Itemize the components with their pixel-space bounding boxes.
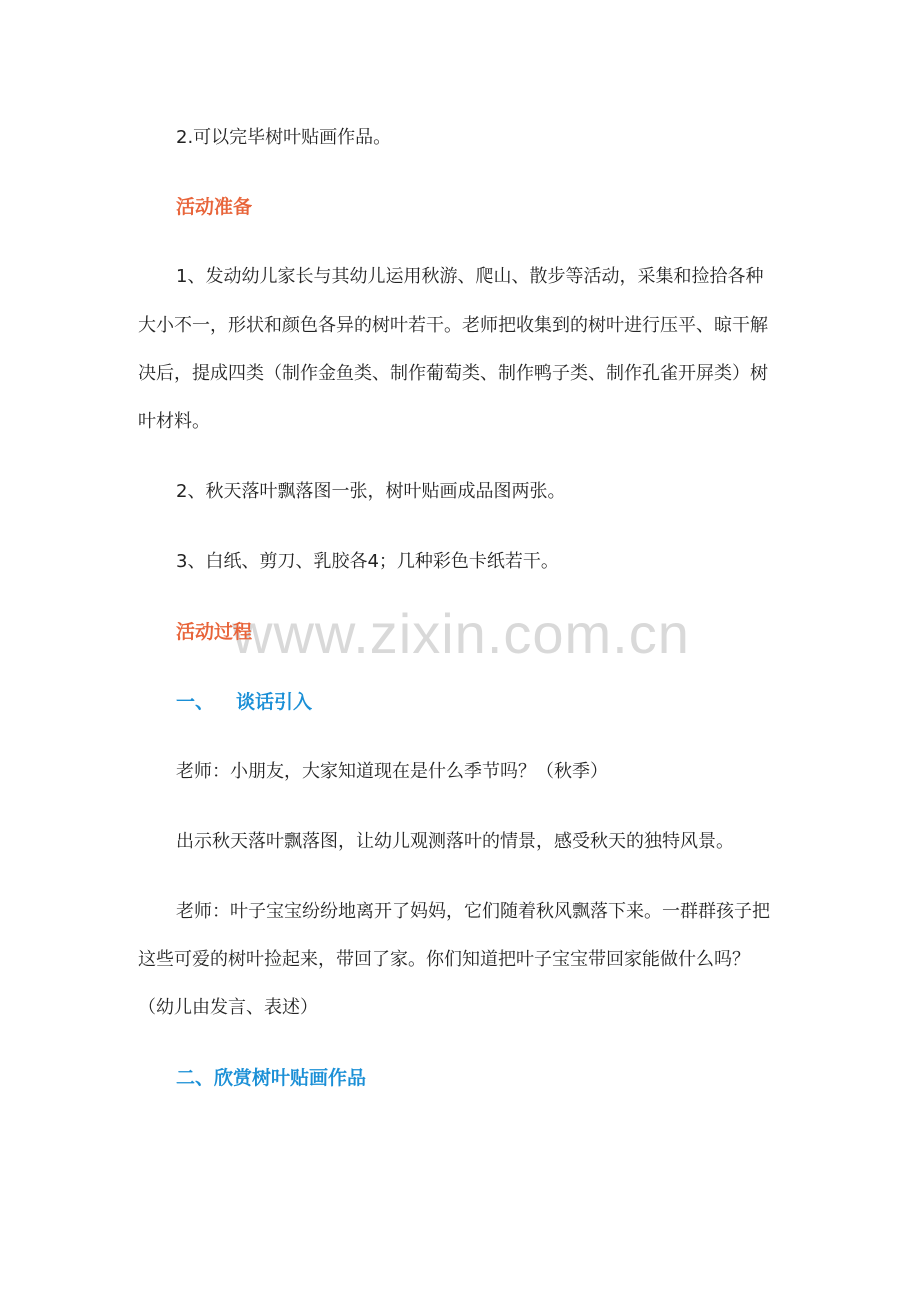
section-1-number: 一、 [176, 691, 215, 713]
section-1-title: 谈话引入 [236, 691, 313, 713]
prep-item-3: 3、白纸、剪刀、乳胶各4；几种彩色卡纸若干。 [176, 551, 559, 572]
prep-item-1-line-2: 大小不一，形状和颜色各异的树叶若干。老师把收集到的树叶进行压平、晾干解 [138, 315, 768, 336]
prep-item-1-line-1: 1、发动幼儿家长与其幼儿运用秋游、爬山、散步等活动，采集和捡拾各种 [176, 266, 764, 287]
dialog-leaves-line-2: 这些可爱的树叶捡起来，带回了家。你们知道把叶子宝宝带回家能做什么吗？ [138, 949, 750, 970]
goal-item-2: 2.可以完毕树叶贴画作品。 [176, 127, 392, 148]
dialog-leaves-line-1: 老师：叶子宝宝纷纷地离开了妈妈，它们随着秋风飘落下来。一群群孩子把 [176, 901, 770, 922]
section-2-heading: 二、欣赏树叶贴画作品 [176, 1067, 367, 1089]
heading-activity-preparation: 活动准备 [176, 196, 253, 218]
show-autumn-picture: 出示秋天落叶飘落图，让幼儿观测落叶的情景，感受秋天的独特风景。 [176, 831, 734, 852]
prep-item-1-line-4: 叶材料。 [138, 411, 210, 432]
dialog-leaves-line-3: （幼儿由发言、表述） [138, 997, 318, 1018]
prep-item-2: 2、秋天落叶飘落图一张，树叶贴画成品图两张。 [176, 481, 566, 502]
section-1-heading [176, 690, 788, 714]
dialog-question-season: 老师：小朋友，大家知道现在是什么季节吗？（秋季） [176, 761, 608, 782]
heading-activity-process: 活动过程 [176, 621, 253, 643]
watermark: www.zixin.com.cn [232, 602, 690, 665]
prep-item-1-line-3: 决后，提成四类（制作金鱼类、制作葡萄类、制作鸭子类、制作孔雀开屏类）树 [138, 363, 768, 384]
